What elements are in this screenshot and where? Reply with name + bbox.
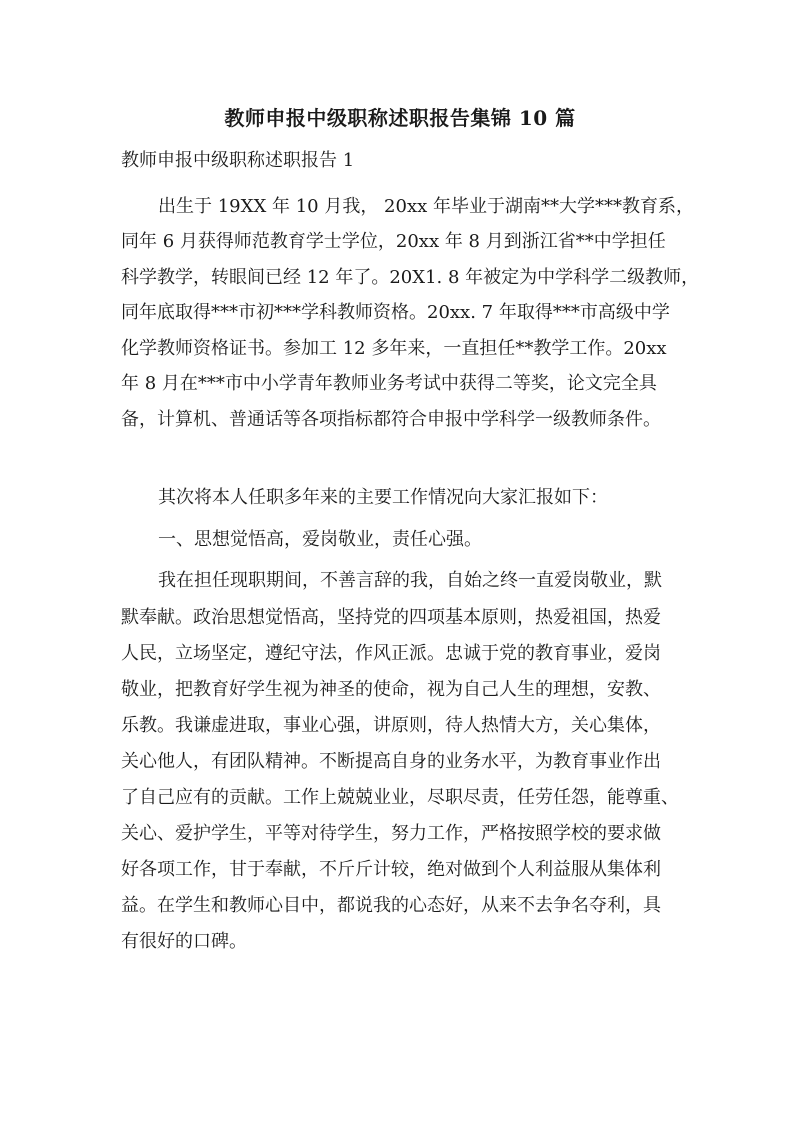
paragraph-line: 一、思想觉悟高，爱岗敬业，责任心强。: [158, 529, 482, 550]
paragraph-line: 出生于 19XX 年 10 月我， 20xx 年毕业于湖南**大学***教育系，: [158, 196, 694, 217]
paragraph-line: 年 8 月在***市中小学青年教师业务考试中获得二等奖，论文完全具: [121, 373, 657, 394]
paragraph-line: 有很好的口碑。: [121, 931, 247, 952]
paragraph-line: 人民，立场坚定，遵纪守法，作风正派。忠诚于党的教育事业，爱岗: [121, 643, 661, 664]
paragraph-line: 同年底取得***市初***学科教师资格。20xx. 7 年取得***市高级中学: [121, 302, 670, 323]
paragraph-line: 敬业，把教育好学生视为神圣的使命，视为自己人生的理想，安教、: [121, 679, 661, 700]
paragraph-line: 益。在学生和教师心目中，都说我的心态好，从来不去争名夺利，具: [121, 895, 661, 916]
paragraph-line: 备，计算机、普通话等各项指标都符合申报中学科学一级教师条件。: [121, 409, 661, 430]
paragraph-line: 化学教师资格证书。参加工 12 多年来，一直担任**教学工作。20xx: [121, 338, 667, 359]
paragraph-line: 同年 6 月获得师范教育学士学位，20xx 年 8 月到浙江省**中学担任: [121, 231, 666, 252]
document-title: 教师申报中级职称述职报告集锦 10 篇: [224, 106, 576, 130]
paragraph-line: 其次将本人任职多年来的主要工作情况向大家汇报如下：: [158, 487, 608, 508]
paragraph-line: 好各项工作，甘于奉献，不斤斤计较，绝对做到个人利益服从集体利: [121, 859, 661, 880]
paragraph-line: 乐教。我谦虚进取，事业心强，讲原则，待人热情大方，关心集体，: [121, 715, 661, 736]
paragraph-line: 了自己应有的贡献。工作上兢兢业业，尽职尽责，任劳任怨，能尊重、: [121, 787, 679, 808]
section-heading: 教师申报中级职称述职报告 1: [121, 150, 355, 171]
paragraph-line: 关心他人，有团队精神。不断提高自身的业务水平，为教育事业作出: [121, 751, 661, 772]
paragraph-line: 科学教学，转眼间已经 12 年了。20X1. 8 年被定为中学科学二级教师，: [121, 267, 700, 288]
paragraph-line: 我在担任现职期间，不善言辞的我，自始之终一直爱岗敬业，默: [158, 570, 662, 591]
paragraph-line: 默奉献。政治思想觉悟高，坚持党的四项基本原则，热爱祖国，热爱: [121, 607, 661, 628]
paragraph-line: 关心、爱护学生，平等对待学生，努力工作，严格按照学校的要求做: [121, 823, 661, 844]
